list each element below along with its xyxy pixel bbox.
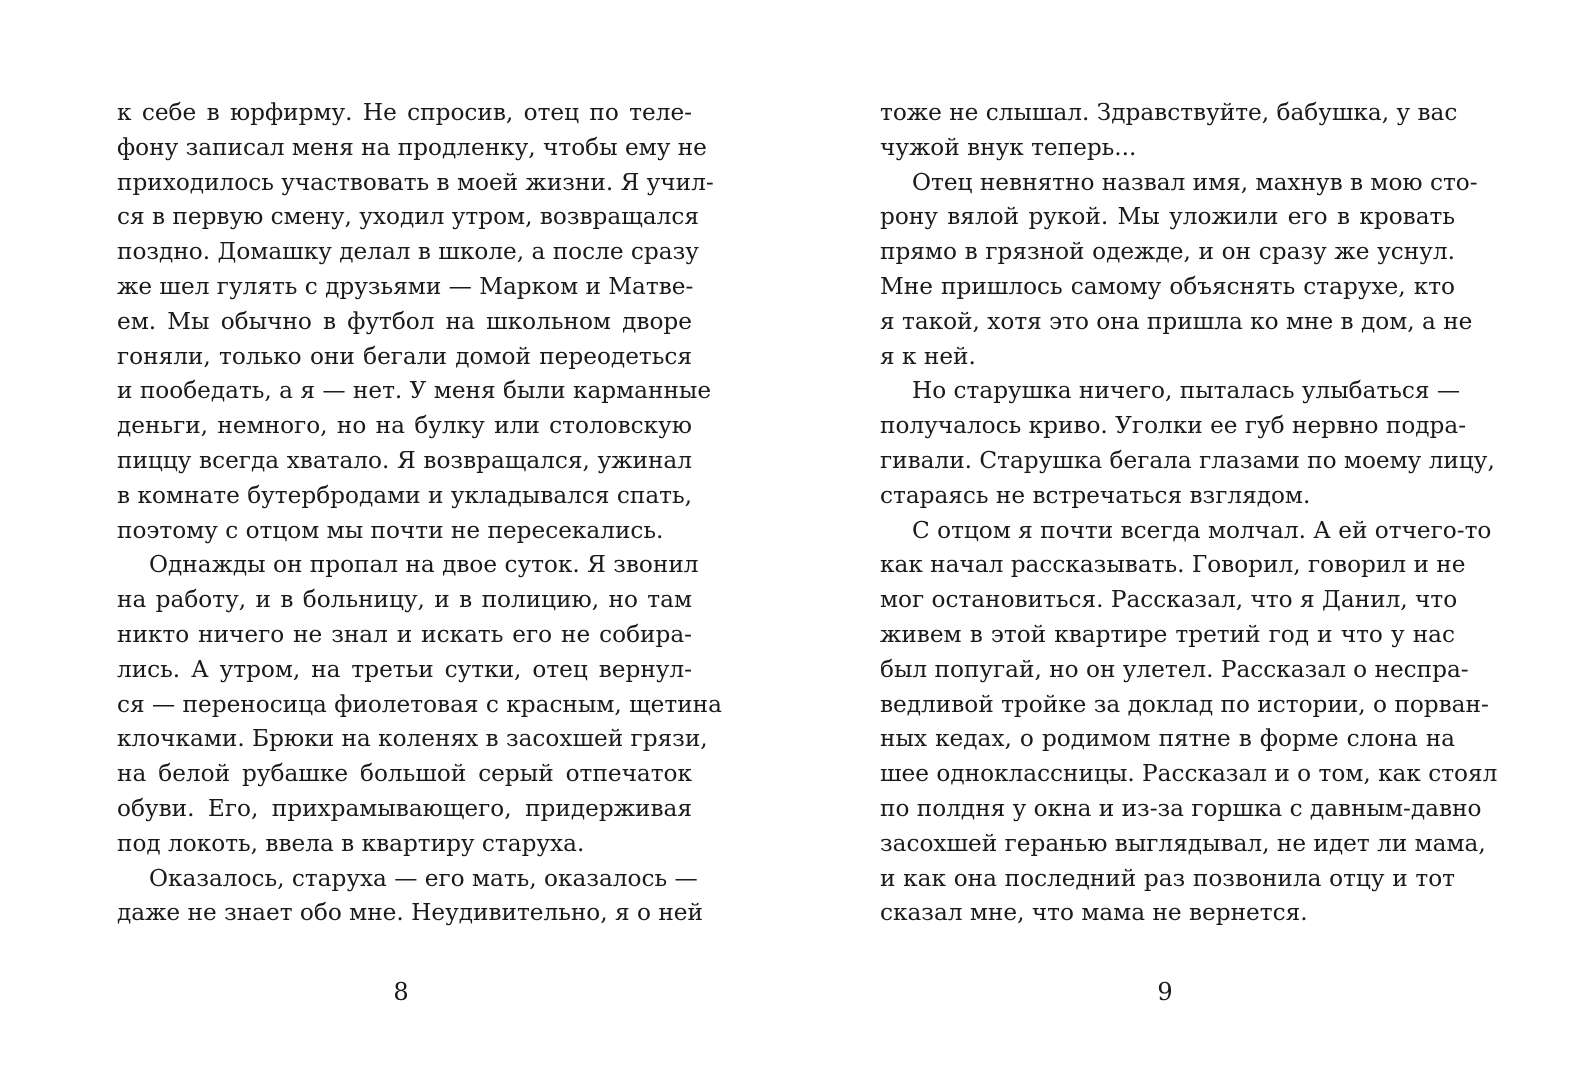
text-line: Но старушка ничего, пыталась улыбаться — — [912, 377, 1461, 405]
text-line: обуви. Его, прихрамывающего, придерживая — [117, 794, 692, 822]
text-line: был попугай, но он улетел. Рассказал о неспра- — [880, 655, 1469, 683]
text-line: под локоть, ввела в квартиру старуха. — [117, 829, 585, 857]
text-line: клочками. Брюки на коленях в засохшей грязи, — [117, 725, 708, 753]
text-line: по полдня у окна и из-за горшка с давным-давно — [880, 794, 1482, 822]
text-line: пиццу всегда хватало. Я возвращался, ужинал — [117, 446, 692, 474]
text-line: Мне пришлось самому объяснять старухе, кто — [880, 272, 1455, 300]
right-page-number: 9 — [1157, 978, 1173, 1006]
text-line: засохшей геранью выглядывал, не идет ли мама, — [880, 829, 1486, 857]
text-line: поздно. Домашку делал в школе, а после сразу — [117, 238, 699, 266]
text-line: шее одноклассницы. Рассказал и о том, как стоял — [880, 760, 1498, 788]
right-page-text — [880, 96, 1498, 931]
text-line: в комнате бутербродами и укладывался спать, — [117, 481, 692, 509]
text-line: лись. А утром, на третьи сутки, отец вернул- — [117, 655, 692, 683]
text-line: чужой внук теперь... — [880, 133, 1137, 161]
text-line: даже не знает обо мне. Неудивительно, я о ней — [117, 899, 703, 927]
left-page-text — [117, 96, 722, 931]
text-line: ся в первую смену, уходил утром, возвращался — [117, 203, 699, 231]
text-line: и пообедать, а я — нет. У меня были карманные — [117, 377, 712, 405]
text-line: сказал мне, что мама не вернется. — [880, 899, 1308, 927]
text-line: приходилось участвовать в моей жизни. Я учил- — [117, 168, 714, 196]
text-line: рону вялой рукой. Мы уложили его в кровать — [880, 203, 1455, 231]
text-line: и как она последний раз позвонила отцу и тот — [880, 864, 1455, 892]
text-line: ся — переносица фиолетовая с красным, щетина — [117, 690, 722, 718]
text-line: гивали. Старушка бегала глазами по моему лицу, — [880, 446, 1495, 474]
text-line: же шел гулять с друзьями — Марком и Матве- — [117, 272, 694, 300]
text-line: ем. Мы обычно в футбол на школьном дворе — [117, 307, 692, 335]
text-line: поэтому с отцом мы почти не пересекались. — [117, 516, 664, 544]
left-page-number: 8 — [393, 978, 409, 1006]
text-line: прямо в грязной одежде, и он сразу же уснул. — [880, 238, 1455, 266]
text-line: как начал рассказывать. Говорил, говорил и не — [880, 551, 1466, 579]
text-line: Оказалось, старуха — его мать, оказалось — — [149, 864, 698, 892]
text-line: на работу, и в больницу, и в полицию, но там — [117, 586, 692, 614]
text-line: тоже не слышал. Здравствуйте, бабушка, у вас — [880, 99, 1458, 126]
text-line: стараясь не встречаться взглядом. — [880, 481, 1311, 509]
text-line: никто ничего не знал и искать его не собира- — [117, 620, 692, 648]
text-line: я к ней. — [880, 342, 976, 370]
text-line: Отец невнятно назвал имя, махнув в мою сто- — [912, 168, 1478, 196]
text-line: С отцом я почти всегда молчал. А ей отчего-то — [912, 516, 1492, 544]
text-line: я такой, хотя это она пришла ко мне в дом, а не — [880, 307, 1473, 335]
text-line: живем в этой квартире третий год и что у нас — [880, 620, 1455, 648]
text-line: на белой рубашке большой серый отпечаток — [117, 760, 692, 788]
text-line: фону записал меня на продленку, чтобы ему не — [117, 133, 707, 161]
text-line: гоняли, только они бегали домой переодеться — [117, 342, 692, 370]
text-line: ведливой тройке за доклад по истории, о порван- — [880, 690, 1489, 718]
text-line: к себе в юрфирму. Не спросив, отец по теле- — [117, 99, 692, 126]
text-line: мог остановиться. Рассказал, что я Данил, что — [880, 586, 1458, 614]
text-line: Однажды он пропал на двое суток. Я звонил — [149, 551, 699, 579]
text-line: ных кедах, о родимом пятне в форме слона на — [880, 725, 1455, 753]
text-line: деньги, немного, но на булку или столовскую — [117, 412, 692, 440]
text-line: получалось криво. Уголки ее губ нервно подра- — [880, 412, 1467, 440]
